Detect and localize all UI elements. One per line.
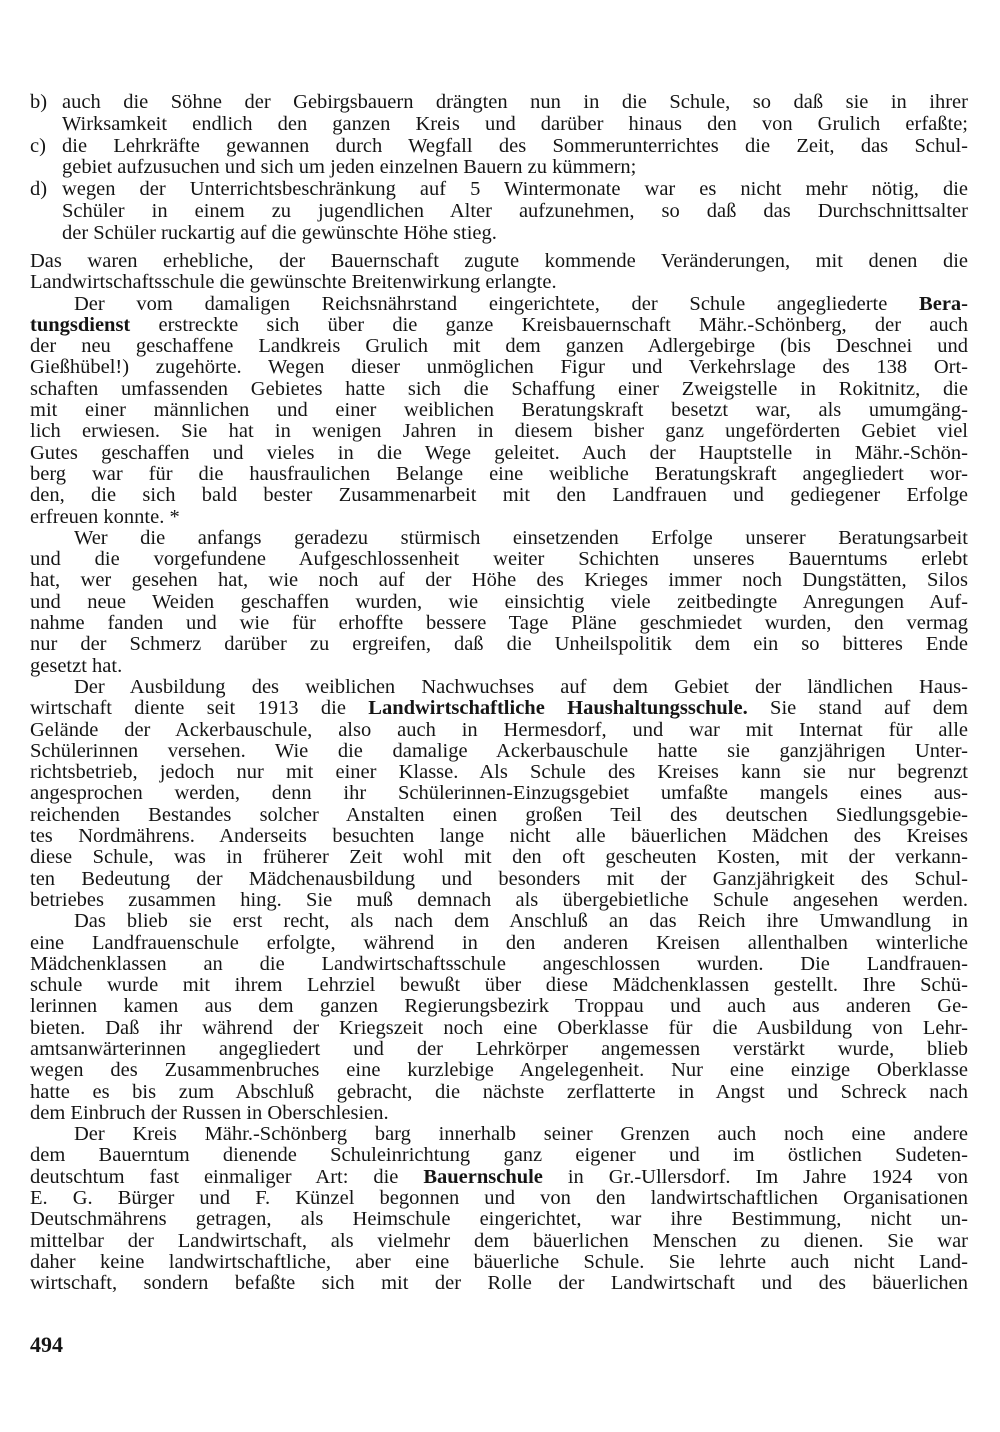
list-marker: d) bbox=[30, 178, 48, 201]
text-line bbox=[30, 1124, 968, 1145]
text-line bbox=[30, 783, 968, 804]
text-line bbox=[30, 847, 968, 868]
text-line bbox=[30, 1209, 968, 1230]
list-marker: c) bbox=[30, 134, 46, 157]
text-line bbox=[30, 1188, 968, 1209]
text-segment: Das waren erhebliche, der Bauernschaft zugute kommende Veränderungen, mit denen die bbox=[30, 250, 968, 272]
text-line bbox=[30, 570, 968, 591]
list-marker: b) bbox=[30, 91, 48, 113]
text-segment: bieten. Daß ihr während der Kriegszeit noch eine Oberklasse für die Ausbildung von Lehr- bbox=[30, 1016, 968, 1039]
text-segment: tes Nordmährens. Anderseits besuchten lange nicht alle bäuerlichen Mädchen des Kreises bbox=[30, 825, 968, 848]
text-segment: Deutschmährens getragen, als Heimschule eingerichtet, war ihre Bestimmung, nicht un- bbox=[30, 1208, 968, 1231]
text-line bbox=[30, 357, 968, 378]
text-segment: der neu geschaffene Landkreis Grulich mit dem ganzen Adlergebirge (bis Deschnei und bbox=[30, 335, 968, 358]
text-segment: schule wurde mit ihrem Lehrziel bewußt über diese Mädchenklassen gestellt. Ihre Schü- bbox=[30, 974, 968, 997]
text-segment: angesprochen werden, denn ihr Schülerinnen-Einzugsgebiet umfaßte mangels eines aus- bbox=[30, 782, 968, 805]
text-line bbox=[30, 1231, 968, 1252]
text-line bbox=[30, 762, 968, 783]
text-line bbox=[30, 379, 968, 400]
text-segment: Sie stand auf dem bbox=[747, 697, 968, 720]
text-segment: Mädchenklassen an die Landwirtschaftsschule angeschlossen wurden. Die Landfrauen- bbox=[30, 952, 968, 975]
text-segment: lich erwiesen. Sie hat in wenigen Jahren in diesem bisher ganz ungeförderten Gebiet viel bbox=[30, 420, 968, 443]
text-segment: richtsbetrieb, jedoch nur mit einer Klasse. Als Schule des Kreises kann sie nur begrenzt bbox=[30, 761, 968, 784]
text-segment: mit einer männlichen und einer weiblichen Beratungskraft besetzt war, als umumgäng- bbox=[30, 399, 968, 422]
text-segment: ten Bedeutung der Mädchenausbildung und besonders mit der Ganzjährigkeit des Schul- bbox=[30, 867, 968, 890]
text-segment: hat, wer gesehen hat, wie noch auf der Höhe des Krieges immer noch Dungstätten, Silos bbox=[30, 569, 968, 592]
text-segment: Gießhübel!) zugehörte. Wegen dieser unmöglichen Figur und Verkehrslage des 138 Ort- bbox=[30, 356, 968, 379]
list-item-text: auch die Söhne der Gebirgsbauern drängten nun in die Schule, so daß sie in ihrer bbox=[62, 91, 968, 113]
list-item-line bbox=[30, 92, 968, 114]
text-line bbox=[30, 507, 968, 528]
text-line bbox=[30, 549, 968, 570]
text-line bbox=[30, 1167, 968, 1188]
text-segment: eine Landfrauenschule erfolgte, während in den anderen Kreisen allenthalben winterliche bbox=[30, 931, 968, 954]
text-line bbox=[30, 677, 968, 698]
text-segment: Gelände der Ackerbauschule, also auch in Hermesdorf, und war mit Internat für alle bbox=[30, 718, 968, 741]
text-line bbox=[30, 996, 968, 1017]
text-line bbox=[30, 890, 968, 911]
text-segment: nur der Schmerz darüber zu ergreifen, daß die Unheilspolitik dem ein so bitteres Ende bbox=[30, 633, 968, 656]
body-text bbox=[30, 251, 968, 1295]
list-item-text: wegen der Unterrichtsbeschränkung auf 5 Wintermonate war es nicht mehr nötig, die bbox=[62, 178, 968, 201]
text-line bbox=[30, 272, 968, 293]
text-segment: gesetzt hat. bbox=[30, 654, 123, 677]
list-item-text: Schüler in einem zu jugendlichen Alter aufzunehmen, so daß das Durchschnittsalter bbox=[62, 199, 968, 222]
text-line bbox=[30, 315, 968, 336]
bold-term: Landwirtschaftliche Haushaltungsschule. bbox=[368, 697, 748, 720]
text-line bbox=[30, 1103, 968, 1124]
text-segment: Schülerinnen versehen. Wie die damalige Ackerbauschule hatte sie ganzjährigen Unter- bbox=[30, 739, 968, 762]
text-line bbox=[30, 464, 968, 485]
text-line bbox=[30, 1252, 968, 1273]
text-segment: Der vom damaligen Reichsnährstand eingerichtete, der Schule angegliederte bbox=[74, 292, 920, 315]
text-segment: dem Einbruch der Russen in Oberschlesien. bbox=[30, 1101, 389, 1124]
text-line bbox=[30, 1039, 968, 1060]
text-line bbox=[30, 443, 968, 464]
list-item-line bbox=[30, 136, 968, 158]
bold-term: Bera- bbox=[919, 292, 968, 315]
text-segment: diese Schule, was in früherer Zeit wohl mit den oft gescheuten Kosten, mit der verkann- bbox=[30, 846, 968, 869]
text-segment: Der Ausbildung des weiblichen Nachwuchses auf dem Gebiet der ländlichen Haus- bbox=[74, 675, 968, 698]
text-line bbox=[30, 251, 968, 272]
text-line bbox=[30, 741, 968, 762]
text-segment: Landwirtschaftsschule die gewünschte Breitenwirkung erlangte. bbox=[30, 271, 557, 294]
text-segment: Gutes geschaffen und vieles in die Wege geleitet. Auch der Hauptstelle in Mähr.-Schön- bbox=[30, 441, 968, 464]
text-line bbox=[30, 634, 968, 655]
text-segment: und neue Weiden geschaffen wurden, wie einsichtig viele zeitbedingte Anregungen Auf- bbox=[30, 590, 968, 613]
text-line bbox=[30, 528, 968, 549]
text-line bbox=[30, 400, 968, 421]
text-line bbox=[30, 954, 968, 975]
text-segment: berg war für die hausfraulichen Belange eine weibliche Beratungskraft angegliedert wor- bbox=[30, 462, 968, 485]
text-segment: in Gr.-Ullersdorf. Im Jahre 1924 von bbox=[542, 1165, 968, 1188]
page-number: 494 bbox=[30, 1332, 63, 1357]
text-line bbox=[30, 911, 968, 932]
text-segment: deutschtum fast einmaliger Art: die bbox=[30, 1165, 424, 1188]
text-segment: erfreuen konnte. * bbox=[30, 505, 180, 528]
list-item-line bbox=[30, 114, 968, 136]
text-line bbox=[30, 613, 968, 634]
text-line bbox=[30, 1273, 968, 1294]
text-line bbox=[30, 826, 968, 847]
text-line bbox=[30, 1018, 968, 1039]
text-segment: E. G. Bürger und F. Künzel begonnen und von den landwirtschaftlichen Organisationen bbox=[30, 1187, 968, 1210]
list-item-line bbox=[30, 157, 968, 179]
list-item-line bbox=[30, 179, 968, 201]
list-item-text: die Lehrkräfte gewannen durch Wegfall des Sommerunterrichtes die Zeit, das Schul- bbox=[62, 134, 968, 157]
text-line bbox=[30, 975, 968, 996]
text-line bbox=[30, 698, 968, 719]
text-line bbox=[30, 720, 968, 741]
text-line bbox=[30, 933, 968, 954]
text-segment: nahme fanden und wie für erhoffte bessere Tage Pläne geschmiedet wurden, den vermag bbox=[30, 612, 968, 635]
text-segment: wegen des Zusammenbruches eine kurzlebige Angelegenheit. Nur eine einzige Oberklasse bbox=[30, 1059, 968, 1082]
text-segment: mittelbar der Landwirtschaft, als vielmehr dem bäuerlichen Menschen zu dienen. Sie war bbox=[30, 1229, 968, 1252]
text-line bbox=[30, 805, 968, 826]
text-line bbox=[30, 592, 968, 613]
text-segment: dem Bauerntum dienende Schuleinrichtung ganz eigener und im östlichen Sudeten- bbox=[30, 1144, 968, 1167]
text-line bbox=[30, 1060, 968, 1081]
text-segment: Wer die anfangs geradezu stürmisch einsetzenden Erfolge unserer Beratungsarbeit bbox=[74, 526, 968, 549]
text-segment: und die vorgefundene Aufgeschlossenheit weiter Schichten unseres Bauerntums erlebt bbox=[30, 548, 968, 571]
list-item-line bbox=[30, 223, 968, 245]
text-segment: lerinnen kamen aus dem ganzen Regierungsbezirk Troppau und auch aus anderen Ge- bbox=[30, 995, 968, 1018]
text-segment: Das blieb sie erst recht, als nach dem Anschluß an das Reich ihre Umwandlung in bbox=[74, 910, 968, 933]
text-segment: Der Kreis Mähr.-Schönberg barg innerhalb seiner Grenzen auch noch eine andere bbox=[74, 1123, 968, 1146]
text-segment: den, die sich bald bester Zusammenarbeit mit den Landfrauen und gediegener Erfolge bbox=[30, 484, 968, 507]
text-line bbox=[30, 869, 968, 890]
text-line bbox=[30, 1082, 968, 1103]
text-line bbox=[30, 1145, 968, 1166]
text-segment: betriebes zusammen hing. Sie muß demnach als übergebietliche Schule angesehen werden. bbox=[30, 888, 968, 911]
list-item-text: der Schüler ruckartig auf die gewünschte Höhe stieg. bbox=[62, 221, 497, 244]
list-item-text: Wirksamkeit endlich den ganzen Kreis und darüber hinaus den von Grulich erfaßte; bbox=[62, 112, 968, 135]
text-segment: amtsanwärterinnen angegliedert und der Lehrkörper angemessen verstärkt wurde, blieb bbox=[30, 1037, 968, 1060]
text-line bbox=[30, 485, 968, 506]
text-line bbox=[30, 656, 968, 677]
text-line bbox=[30, 421, 968, 442]
list-item-line bbox=[30, 201, 968, 223]
bold-term: Bauernschule bbox=[423, 1165, 543, 1188]
list-item-text: gebiet aufzusuchen und sich um jeden einzelnen Bauern zu kümmern; bbox=[62, 156, 637, 179]
text-segment: schaften umfassenden Gebietes hatte sich die Schaffung einer Zweigstelle in Rokitnitz, die bbox=[30, 377, 968, 400]
text-segment: erstreckte sich über die ganze Kreisbauernschaft Mähr.-Schönberg, der auch bbox=[130, 313, 968, 336]
text-line bbox=[30, 336, 968, 357]
enumerated-list bbox=[30, 92, 968, 245]
text-segment: wirtschaft diente seit 1913 die bbox=[30, 697, 369, 720]
text-line bbox=[30, 294, 968, 315]
text-segment: wirtschaft, sondern befaßte sich mit der Rolle der Landwirtschaft und des bäuerlichen bbox=[30, 1272, 968, 1295]
bold-term: tungsdienst bbox=[30, 313, 131, 336]
text-segment: reichenden Bestandes solcher Anstalten einen großen Teil des deutschen Siedlungsgebie- bbox=[30, 803, 968, 826]
text-segment: daher keine landwirtschaftliche, aber eine bäuerliche Schule. Sie lehrte auch nicht Land- bbox=[30, 1250, 968, 1273]
text-segment: hatte es bis zum Abschluß gebracht, die nächste zerflatterte in Angst und Schreck nach bbox=[30, 1080, 968, 1103]
